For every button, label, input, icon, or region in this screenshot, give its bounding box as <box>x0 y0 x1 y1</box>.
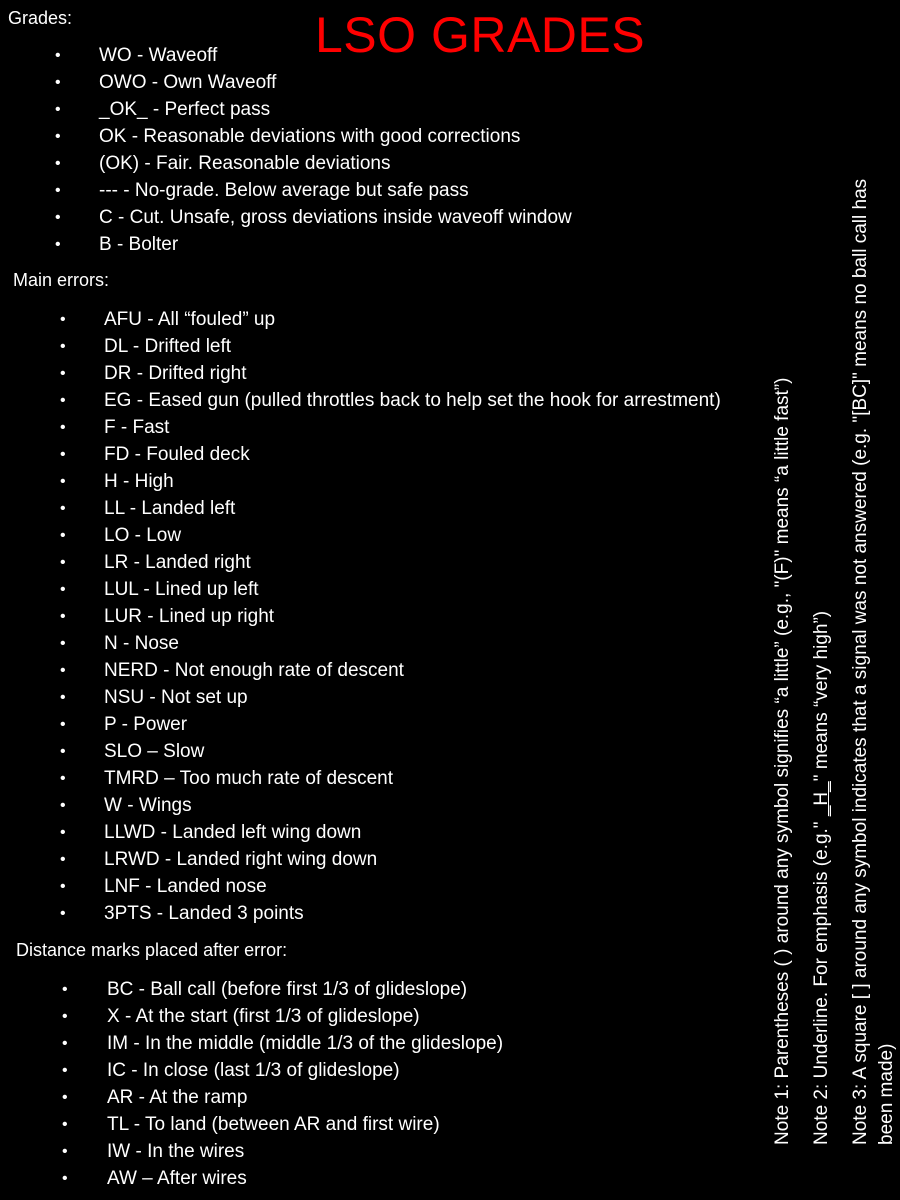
distance-item-text: IC - In close (last 1/3 of glideslope) <box>107 1060 400 1081</box>
distance-item-text: AR - At the ramp <box>107 1087 248 1108</box>
bullet-icon: • <box>60 743 66 760</box>
distance-item-text: IM - In the middle (middle 1/3 of the glideslope) <box>107 1033 504 1054</box>
errors-item-text: EG - Eased gun (pulled throttles back to help set the hook for arrestment) <box>104 390 721 411</box>
bullet-icon: • <box>60 554 66 571</box>
errors-item-text: DL - Drifted left <box>104 336 232 357</box>
note-3: Note 3: A square [ ] around any symbol indicates that a signal was not answered (e.g. "[BC]" means no ball call has been made) <box>850 178 897 1145</box>
errors-item-text: P - Power <box>104 714 188 735</box>
bullet-icon: • <box>60 527 66 544</box>
distance-item-text: X - At the start (first 1/3 of glideslope) <box>107 1006 420 1027</box>
errors-item-text: LRWD - Landed right wing down <box>104 849 378 870</box>
errors-item-text: NSU - Not set up <box>104 687 248 708</box>
bullet-icon: • <box>60 635 66 652</box>
bullet-icon: • <box>60 311 66 328</box>
bullet-icon: • <box>60 392 66 409</box>
grades-item-text: WO - Waveoff <box>99 45 218 66</box>
errors-item-text: LUR - Lined up right <box>104 606 275 627</box>
distance-item-text: IW - In the wires <box>107 1141 245 1162</box>
bullet-icon: • <box>55 47 61 64</box>
bullet-icon: • <box>55 209 61 226</box>
note-2-after: " means “very high”) <box>811 610 832 782</box>
bullet-icon: • <box>55 74 61 91</box>
errors-item-text: 3PTS - Landed 3 points <box>104 903 304 924</box>
errors-item-text: W - Wings <box>104 795 192 816</box>
errors-item-text: NERD - Not enough rate of descent <box>104 660 404 681</box>
distance-heading: Distance marks placed after error: <box>16 940 288 960</box>
bullet-icon: • <box>55 101 61 118</box>
bullet-icon: • <box>62 1089 68 1106</box>
bullet-icon: • <box>55 236 61 253</box>
grades-heading: Grades: <box>8 8 73 28</box>
bullet-icon: • <box>62 1035 68 1052</box>
errors-heading: Main errors: <box>13 270 110 290</box>
bullet-icon: • <box>60 770 66 787</box>
errors-item-text: LLWD - Landed left wing down <box>104 822 362 843</box>
note-1: Note 1: Parentheses ( ) around any symbol signifies “a little” (e.g., "(F)" means “a little fast”) <box>772 377 793 1145</box>
bullet-icon: • <box>62 1143 68 1160</box>
bullet-icon: • <box>62 1062 68 1079</box>
grades-item-text: (OK) - Fair. Reasonable deviations <box>99 153 391 174</box>
bullet-icon: • <box>60 716 66 733</box>
bullet-icon: • <box>60 446 66 463</box>
bullet-icon: • <box>60 878 66 895</box>
errors-item-text: N - Nose <box>104 633 179 654</box>
page-title: LSO GRADES <box>315 7 646 63</box>
bullet-icon: • <box>60 608 66 625</box>
bullet-icon: • <box>62 1116 68 1133</box>
errors-item-text: H - High <box>104 471 174 492</box>
bullet-icon: • <box>60 338 66 355</box>
bullet-icon: • <box>60 500 66 517</box>
bullet-icon: • <box>55 155 61 172</box>
grades-item-text: _OK_ - Perfect pass <box>99 99 271 120</box>
distance-item-text: TL - To land (between AR and first wire) <box>107 1114 440 1135</box>
errors-item-text: LL - Landed left <box>104 498 236 519</box>
bullet-icon: • <box>60 689 66 706</box>
errors-item-text: LNF - Landed nose <box>104 876 267 897</box>
errors-item-text: DR - Drifted right <box>104 363 247 384</box>
bullet-icon: • <box>62 1008 68 1025</box>
bullet-icon: • <box>60 581 66 598</box>
bullet-icon: • <box>60 905 66 922</box>
errors-item-text: SLO – Slow <box>104 741 205 762</box>
bullet-icon: • <box>60 473 66 490</box>
grades-item-text: B - Bolter <box>99 234 179 255</box>
errors-item-text: TMRD – Too much rate of descent <box>104 768 393 789</box>
note-2-underlined: _H_ <box>811 781 832 817</box>
distance-item-text: BC - Ball call (before first 1/3 of glideslope) <box>107 979 468 1000</box>
errors-item-text: F - Fast <box>104 417 170 438</box>
errors-item-text: LO - Low <box>104 525 182 546</box>
note-2-before: Note 2: Underline. For emphasis (e.g." <box>811 816 832 1145</box>
bullet-icon: • <box>55 182 61 199</box>
bullet-icon: • <box>62 1170 68 1187</box>
grades-item-text: OWO - Own Waveoff <box>99 72 277 93</box>
grades-item-text: C - Cut. Unsafe, gross deviations inside waveoff window <box>99 207 572 228</box>
errors-item-text: AFU - All “fouled” up <box>104 309 276 330</box>
bullet-icon: • <box>60 797 66 814</box>
bullet-icon: • <box>55 128 61 145</box>
note-2 <box>809 5 835 1145</box>
bullet-icon: • <box>60 419 66 436</box>
errors-item-text: LR - Landed right <box>104 552 251 573</box>
errors-item-text: LUL - Lined up left <box>104 579 259 600</box>
bullet-icon: • <box>62 981 68 998</box>
errors-item-text: FD - Fouled deck <box>104 444 250 465</box>
distance-item-text: AW – After wires <box>107 1168 247 1189</box>
bullet-icon: • <box>60 662 66 679</box>
bullet-icon: • <box>60 365 66 382</box>
grades-item-text: OK - Reasonable deviations with good corrections <box>99 126 521 147</box>
bullet-icon: • <box>60 851 66 868</box>
grades-item-text: --- - No-grade. Below average but safe pass <box>99 180 469 201</box>
bullet-icon: • <box>60 824 66 841</box>
